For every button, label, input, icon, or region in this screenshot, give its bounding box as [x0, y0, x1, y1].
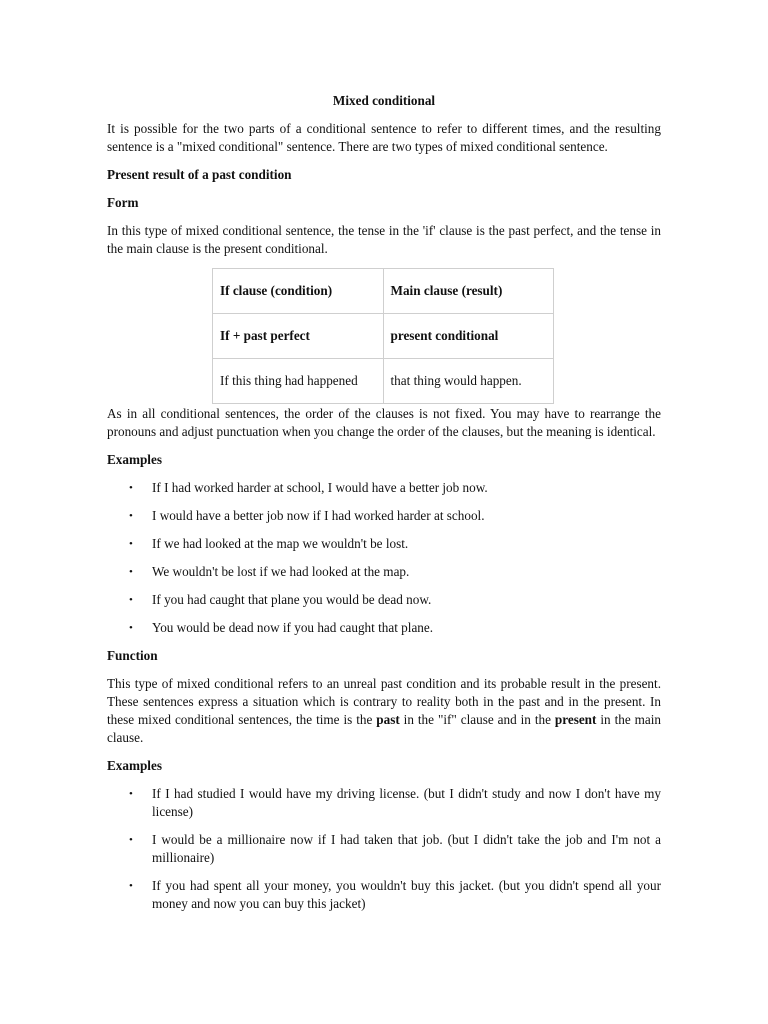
examples-list-2 [107, 785, 661, 913]
list-item-text: I would be a millionaire now if I had taken that job. (but I didn't take the job and I'm not a millionaire) [152, 832, 661, 865]
table-cell: that thing would happen. [383, 359, 554, 404]
list-item-text: If I had studied I would have my driving license. (but I didn't study and now I don't have my license) [152, 786, 661, 819]
list-item-text: If we had looked at the map we wouldn't be lost. [152, 536, 409, 551]
function-paragraph [107, 675, 661, 747]
function-text-part: in the "if" clause and in the [399, 712, 555, 727]
list-item-text: I would have a better job now if I had worked harder at school. [152, 508, 485, 523]
list-item [107, 619, 661, 637]
list-item-text: If I had worked harder at school, I would have a better job now. [152, 480, 488, 495]
list-item-text: If you had caught that plane you would be dead now. [152, 592, 432, 607]
list-item-text: If you had spent all your money, you wouldn't buy this jacket. (but you didn't spend all your money and now you can buy this jacket) [152, 878, 661, 911]
document-title: Mixed conditional [332, 93, 436, 108]
function-text-part: This type of mixed conditional refers to an unreal past condition and its probable result in the present. These sentences express a situation which is contrary to reality both in the past and in the present. In these mixed conditional sentences, the time is the [107, 676, 661, 727]
bullet-icon: • [129, 566, 133, 578]
function-heading: Function [107, 648, 158, 663]
bullet-icon: • [129, 834, 133, 846]
form-heading: Form [107, 195, 139, 210]
examples-list [107, 479, 661, 637]
table-header-row [213, 269, 554, 314]
list-item [107, 563, 661, 581]
table-row [213, 359, 554, 404]
table-header-cell: If clause (condition) [213, 269, 384, 314]
function-bold-present: present [554, 712, 597, 727]
bullet-icon: • [129, 622, 133, 634]
section-heading: Present result of a past condition [107, 167, 292, 182]
list-item-text: You would be dead now if you had caught that plane. [152, 620, 434, 635]
bullet-icon: • [129, 538, 133, 550]
bullet-icon: • [129, 510, 133, 522]
list-item-text: We wouldn't be lost if we had looked at the map. [152, 564, 410, 579]
bullet-icon: • [129, 482, 133, 494]
list-item [107, 785, 661, 821]
tense-table [212, 268, 554, 404]
table-cell: present conditional [383, 314, 554, 359]
table-header-cell: Main clause (result) [383, 269, 554, 314]
table-row [213, 314, 554, 359]
bullet-icon: • [129, 594, 133, 606]
examples-heading-2: Examples [107, 758, 162, 773]
list-item [107, 535, 661, 553]
document-page [107, 92, 661, 923]
list-item [107, 507, 661, 525]
form-paragraph: In this type of mixed conditional sentence, the tense in the 'if' clause is the past perfect, and the tense in the main clause is the present conditional. [107, 223, 661, 256]
list-item [107, 591, 661, 609]
table-cell: If + past perfect [213, 314, 384, 359]
list-item [107, 877, 661, 913]
list-item [107, 831, 661, 867]
intro-paragraph: It is possible for the two parts of a conditional sentence to refer to different times, and the resulting sentence is a "mixed conditional" sentence. There are two types of mixed conditional sentence. [107, 121, 661, 154]
table-cell: If this thing had happened [213, 359, 384, 404]
order-paragraph: As in all conditional sentences, the order of the clauses is not fixed. You may have to rearrange the pronouns and adjust punctuation when you change the order of the clauses, but the meaning is identical. [107, 406, 661, 439]
bullet-icon: • [129, 788, 133, 800]
function-text-part: in the main clause. [107, 712, 661, 745]
function-bold-past: past [376, 712, 400, 727]
examples-heading: Examples [107, 452, 162, 467]
bullet-icon: • [129, 880, 133, 892]
list-item [107, 479, 661, 497]
